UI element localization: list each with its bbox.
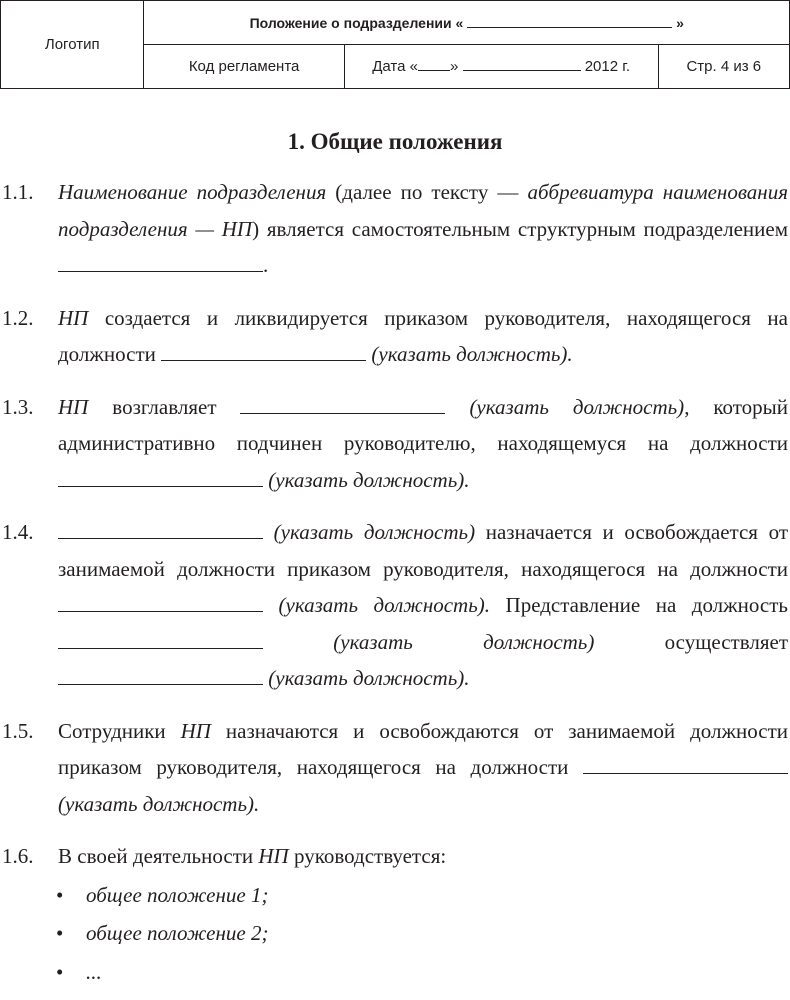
bullet-icon: • — [56, 921, 64, 945]
clause-1-4 — [0, 514, 790, 697]
clause-text-part: осуществляет — [594, 629, 789, 654]
header-title-suffix: » — [676, 14, 684, 31]
clause-1-5 — [0, 713, 790, 823]
list-item-text: общее положение 2; — [86, 921, 269, 945]
clause-text-italic: НП — [58, 305, 89, 330]
fill-in-blank[interactable] — [58, 628, 263, 649]
bullet-icon: • — [56, 882, 64, 907]
clause-number: 1.5. — [2, 718, 34, 743]
clause-text-part: . — [263, 253, 269, 277]
header-title — [144, 1, 790, 45]
clause-text-part: назначаются и освобождаются от занимаемой должности приказом руководителя, находящегося на должности — [58, 718, 788, 779]
list-item — [56, 915, 790, 952]
logo-cell — [1, 1, 144, 89]
unit-name-blank[interactable] — [467, 15, 672, 28]
clause-text — [58, 389, 790, 499]
fill-in-blank[interactable] — [58, 466, 263, 487]
fill-in-blank[interactable] — [161, 340, 366, 361]
list-item-text: ... — [86, 959, 102, 984]
list-item — [56, 954, 790, 991]
fill-in-blank[interactable] — [58, 591, 263, 612]
clause-number: 1.3. — [2, 394, 34, 419]
date-month-blank[interactable] — [463, 58, 581, 71]
header-title-prefix: Положение о подразделении « — [249, 14, 464, 31]
clause-text — [58, 514, 790, 697]
clause-text-italic: аббревиатура наименования подразделения — НП — [58, 180, 788, 241]
clause-text-part: (далее по тексту — — [326, 180, 528, 204]
clause-number: 1.2. — [2, 305, 34, 330]
clause-1-1 — [0, 174, 790, 284]
date-prefix: Дата « — [372, 58, 418, 75]
guidelines-list — [0, 877, 790, 991]
clause-text-part: возглавляет — [88, 394, 241, 419]
logo-placeholder: Логотип — [44, 36, 100, 53]
clause-text-italic: НП — [58, 394, 89, 419]
clause-text-italic: (указать должность) — [273, 520, 476, 544]
clause-1-6 — [0, 838, 790, 875]
fill-in-blank[interactable] — [240, 393, 445, 414]
clause-text-part: создается и ликвидируется приказом руководителя, находящегося на должности — [58, 305, 788, 366]
page-number: Стр. 4 из 6 — [686, 58, 762, 75]
list-item-text: общее положение 1; — [86, 882, 269, 907]
fill-in-blank[interactable] — [58, 518, 263, 539]
clause-text-part: Представление на должность — [490, 593, 789, 617]
regulation-code-cell — [144, 45, 344, 89]
clause-number: 1.6. — [2, 844, 34, 868]
clause-1-3 — [0, 389, 790, 499]
clause-text-part: , который административно подчинен руководителю, находящемуся на должности — [58, 394, 789, 455]
clause-text-part: руководствуется: — [288, 844, 447, 868]
clause-text-italic: (указать должность). — [371, 342, 573, 366]
clause-number: 1.1. — [2, 180, 34, 204]
clause-text-italic: (указать должность) — [469, 394, 685, 419]
clause-text-italic: (указать должность) — [333, 629, 595, 654]
bullet-icon: • — [56, 959, 64, 984]
clause-text-italic: (указать должность). — [58, 791, 260, 816]
clause-text-italic: Наименование подразделения — [58, 180, 327, 204]
clause-text-part: назначается и освобождается от занимаемой должности приказом руководителя, находящегося на должности — [58, 520, 789, 581]
clause-text-italic: (указать должность). — [268, 666, 470, 690]
list-item — [56, 877, 790, 914]
regulation-code-label: Код регламента — [188, 58, 300, 75]
clause-text-italic: (указать должность). — [278, 593, 491, 617]
section-title: 1. Общие положения — [287, 129, 503, 154]
clause-text-italic: (указать должность). — [268, 467, 470, 492]
clause-text — [58, 838, 790, 875]
date-year: 2012 г. — [584, 58, 631, 75]
clause-text-part: ) является самостоятельным структурным подразделением — [252, 216, 789, 241]
clause-text — [58, 300, 790, 373]
clause-text-part: Сотрудники — [58, 718, 181, 743]
clause-1-2 — [0, 300, 790, 373]
clause-text-italic: НП — [180, 718, 211, 743]
date-mid: » — [450, 58, 459, 75]
document-body — [0, 118, 790, 992]
clause-text — [58, 174, 790, 284]
fill-in-blank[interactable] — [58, 664, 263, 685]
clause-text-italic: НП — [258, 844, 289, 868]
fill-in-blank[interactable] — [58, 251, 263, 272]
document-header — [0, 0, 790, 89]
clause-text-part: В своей деятельности — [58, 844, 259, 868]
clause-number: 1.4. — [2, 520, 34, 544]
fill-in-blank[interactable] — [583, 753, 788, 774]
date-cell — [344, 45, 658, 89]
date-day-blank[interactable] — [418, 58, 450, 71]
clause-text — [58, 713, 790, 823]
page-number-cell — [658, 45, 789, 89]
